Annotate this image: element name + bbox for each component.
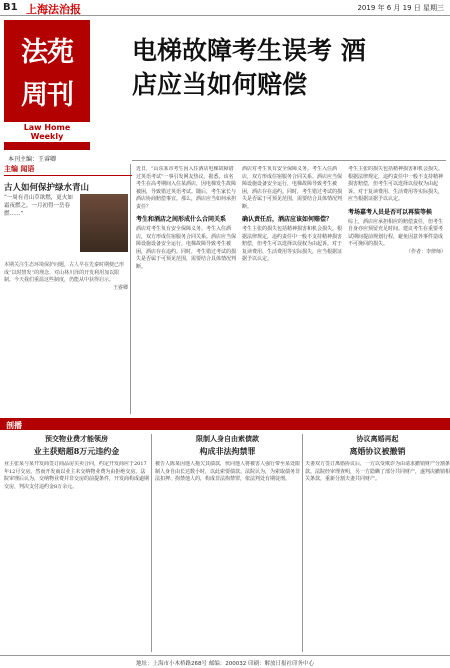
pull-quote: “一周有青山草欲燃，更火如霜夜燃之，一月初得一岳春燃……”: [4, 195, 73, 217]
column-signature: 王睿卿: [112, 284, 128, 291]
story-title: 业主获赔超8万元违约金: [33, 446, 120, 456]
masthead-line2: 周刊: [21, 80, 73, 111]
divider: [302, 434, 303, 652]
article-byline: （作者：李律师）: [405, 248, 446, 255]
article-subhead: 确认责任后，酒店应该如何赔偿？: [242, 216, 333, 223]
masthead-line1: 法苑: [21, 37, 73, 68]
column-body: [4, 262, 128, 292]
masthead: [4, 20, 90, 150]
divider: [132, 160, 446, 161]
article-subhead: 考生和酒店之间形成什么合同关系: [136, 216, 227, 223]
article-column-2: [242, 166, 342, 414]
editor-credit: 本刊主编：王睿卿: [8, 156, 57, 163]
issue-date: 2019 年 6 月 19 日 星期三: [357, 4, 444, 12]
article-column-1: [136, 166, 236, 414]
page-header: [0, 0, 450, 16]
story-body: 业主张某与某开发商签订商品房买卖合同，约定开发商应于2017年12月交房。然而开发商以业主未交纳物业费为由拒绝交房。法院审理后认为，交纳物业费并非交房的前提条件，开发商构成逾期交房，判决支付违约金8万余元。: [4, 461, 149, 490]
story-kicker: 限制人身自由索债款: [196, 435, 259, 443]
story-kicker: 协议离婚再起: [356, 435, 399, 443]
article-text: 综上，酒店应承担相应的赔偿责任，但考生自身亦应预留充足时间。建议考生在重要考试期间提前规划行程，避免因意外事件造成不可挽回的损失。: [348, 218, 444, 247]
author-photo: [80, 194, 128, 252]
column-tag: 主编 闻语: [4, 164, 132, 176]
bottom-section-label: 剖播: [6, 420, 22, 430]
headline: 电梯故障考生误考 酒店应当如何赔偿: [132, 36, 366, 99]
bottom-section-band: [0, 418, 450, 430]
story-kicker: 预交物业费才能领房: [45, 435, 108, 443]
story-title: 离婚协议被撤销: [349, 446, 406, 456]
divider: [151, 434, 152, 652]
page-footer: 地址：上海市小木桥路268号 邮编：200032 印刷：解放日报社印务中心: [0, 655, 450, 668]
brief-story-2: [155, 434, 300, 649]
article-column-3: [348, 166, 446, 414]
paper-name: 上海法治报: [26, 3, 81, 16]
article-subhead: 考场嘉考人员是否可以再装等候: [348, 208, 433, 216]
article-text: 酒店对考生负有安全保障义务。考生入住酒店，双方形成住宿服务合同关系。酒店应当保障设施设备安全运行，电梯故障导致考生被困，酒店存在违约。同时，考生错过考试的损失是否属于可预见范围，需要结合具体情况判断。: [136, 226, 236, 270]
story-body: 夫妻双方签订离婚协议后，一方以受欺诈为由请求撤销财产分割条款。法院经审理查明，另一方隐瞒了部分共同财产，遂判决撤销相关条款，重新分割夫妻共同财产。: [305, 461, 450, 482]
column-text: 本期关注生态环境保护问题，古人早在先秦时期便已形成“以时禁发”的理念，对山林川泽的开发利用加以限制。今天我们重温这些制度，仍能从中获得启示。: [4, 262, 125, 283]
story-title: 构成非法拘禁罪: [199, 446, 256, 456]
story-body: 被告人陈某因他人拖欠其债款，伙同他人将被害人强行带至某处限制人身自由长达数小时，以此索要债款。法院认为，为索取债务非法扣押、拘禁他人的，构成非法拘禁罪，依法判处有期徒刑。: [155, 461, 300, 482]
article-text: 考生主张的损失包括精神损害和机会损失。根据法律规定，违约责任中一般不支持精神损害赔偿，但考生可以选择以侵权为由起诉。对于复读费用、生活费用等实际损失，应当根据证据予以认定。: [348, 166, 444, 202]
article-text: 近日，“山东某市考生因入住酒店电梯故障错过英语考试”一事引发网友热议。据悉，该名考生在高考期间入住某酒店，因电梯发生故障被困，导致错过英语考试。随后，考生家长与酒店协商赔偿事宜。那么，酒店应当如何承担责任？: [136, 166, 236, 210]
brief-story-1: [4, 434, 149, 649]
column-title: 古人如何保护绿水青山: [4, 183, 90, 193]
masthead-english: Law Home Weekly: [4, 122, 90, 142]
editor-column: [4, 164, 132, 414]
brief-story-3: [305, 434, 450, 649]
article-text: 考生主张的损失包括精神损害和机会损失。根据法律规定，违约责任中一般不支持精神损害赔偿，但考生可以选择以侵权为由起诉。对于复读费用、生活费用等实际损失，应当根据证据予以认定。: [242, 226, 342, 262]
article-text: 酒店对考生负有安全保障义务。考生入住酒店，双方形成住宿服务合同关系。酒店应当保障设施设备安全运行，电梯故障导致考生被困，酒店存在违约。同时，考生错过考试的损失是否属于可预见范围，需要结合具体情况判断。: [242, 166, 342, 210]
page-number: B1: [3, 2, 18, 13]
